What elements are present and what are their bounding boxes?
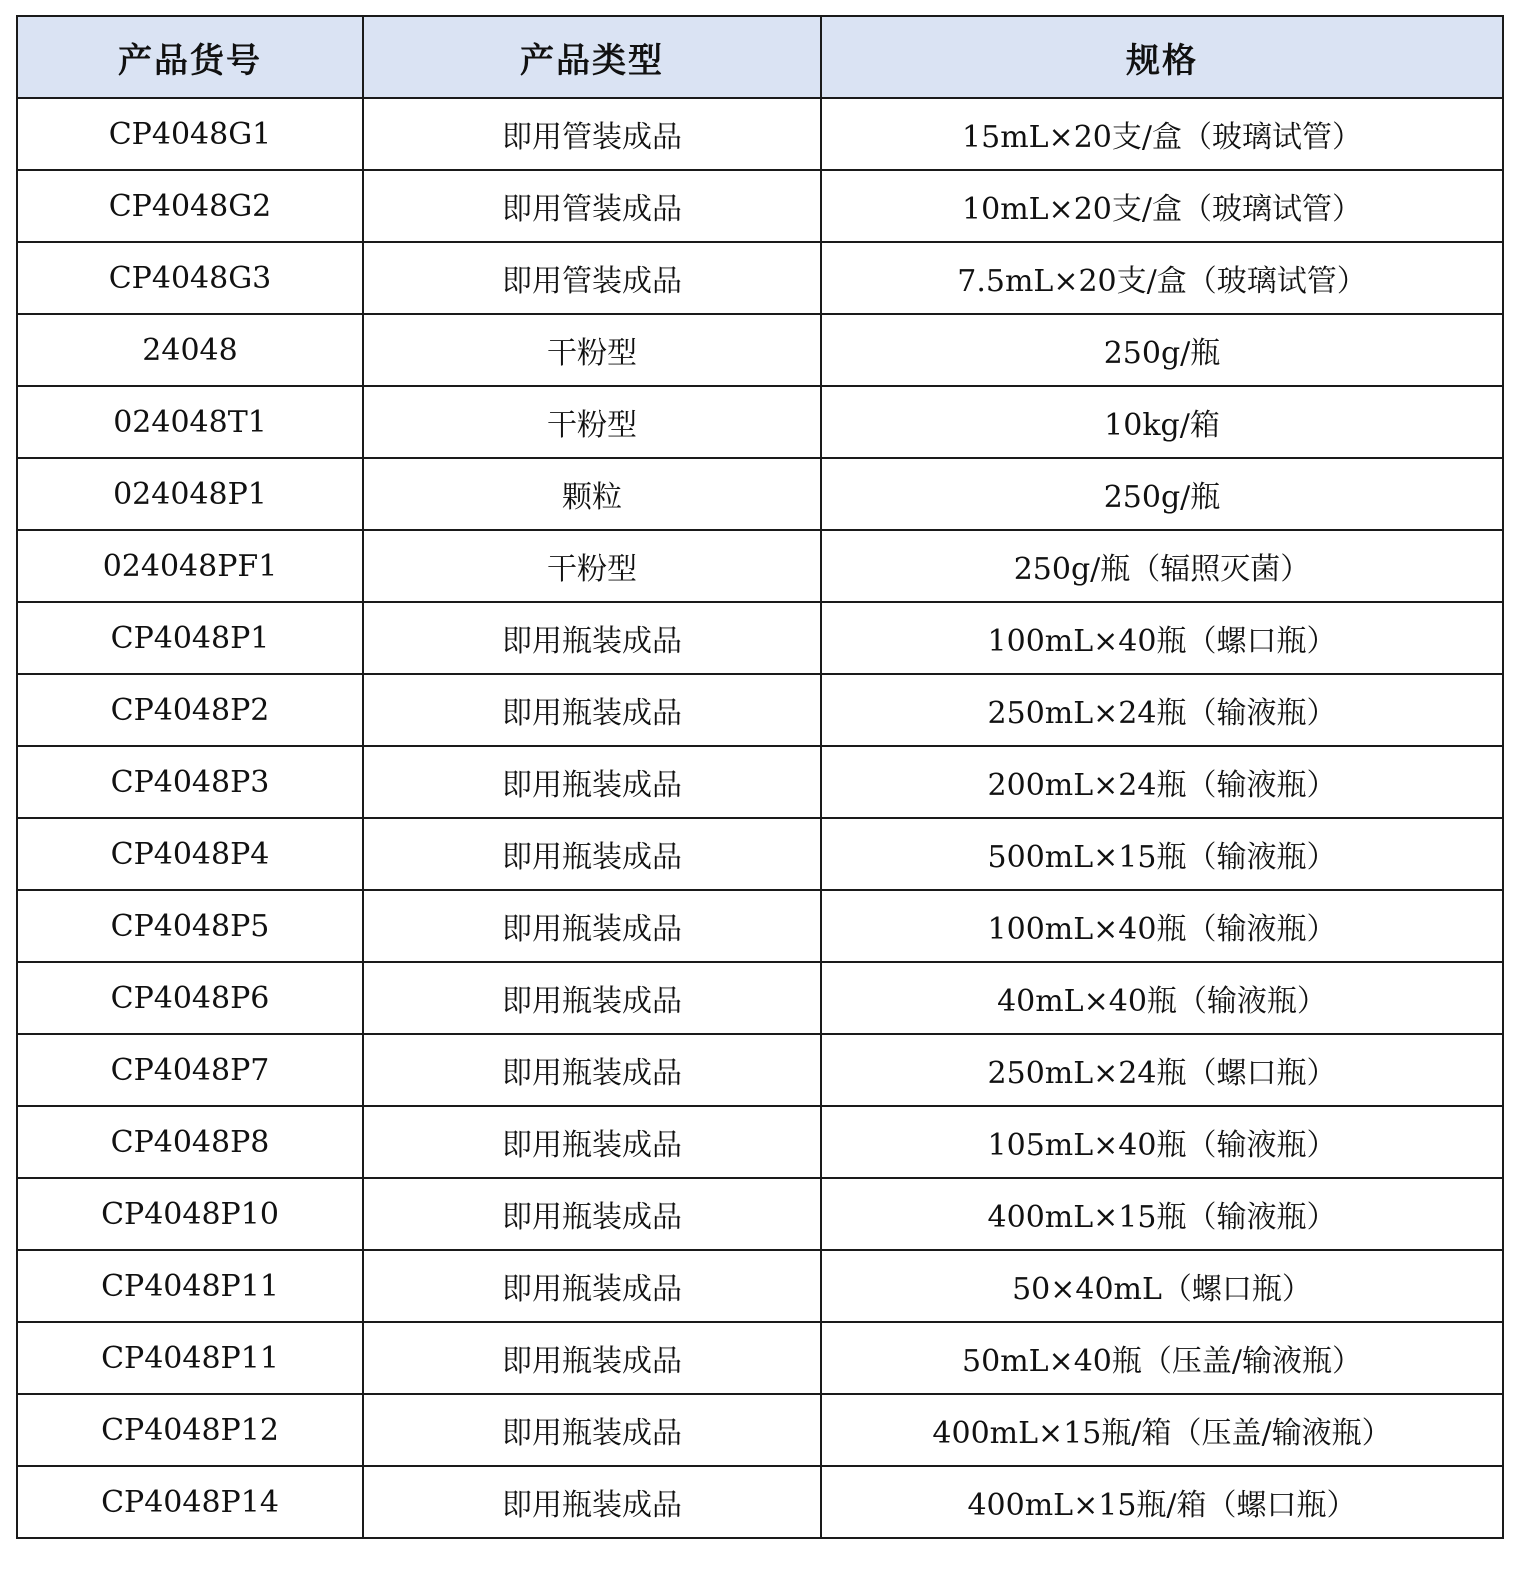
table-row [17, 1466, 1503, 1538]
table-row [17, 98, 1503, 170]
cell-product-type: 即用瓶装成品 [363, 602, 821, 674]
cell-product-type: 即用瓶装成品 [363, 818, 821, 890]
cell-product-code: CP4048P3 [17, 746, 363, 818]
cell-product-type: 即用管装成品 [363, 242, 821, 314]
header-specification: 规格 [821, 16, 1503, 98]
cell-product-code: CP4048G1 [17, 98, 363, 170]
cell-specification: 15mL×20支/盒（玻璃试管） [821, 98, 1503, 170]
cell-product-code: CP4048P12 [17, 1394, 363, 1466]
table-row [17, 242, 1503, 314]
table-row [17, 1106, 1503, 1178]
cell-product-code: CP4048G3 [17, 242, 363, 314]
cell-specification: 50×40mL（螺口瓶） [821, 1250, 1503, 1322]
table-row [17, 602, 1503, 674]
table-row [17, 818, 1503, 890]
cell-product-code: 024048PF1 [17, 530, 363, 602]
table-row [17, 170, 1503, 242]
cell-product-code: 24048 [17, 314, 363, 386]
cell-specification: 250g/瓶 [821, 458, 1503, 530]
table-row [17, 1322, 1503, 1394]
cell-product-code: CP4048P10 [17, 1178, 363, 1250]
cell-product-code: CP4048P7 [17, 1034, 363, 1106]
cell-product-type: 颗粒 [363, 458, 821, 530]
cell-product-type: 即用瓶装成品 [363, 1466, 821, 1538]
cell-product-type: 即用瓶装成品 [363, 674, 821, 746]
cell-product-code: CP4048P5 [17, 890, 363, 962]
table-row [17, 746, 1503, 818]
cell-specification: 105mL×40瓶（输液瓶） [821, 1106, 1503, 1178]
cell-product-code: CP4048G2 [17, 170, 363, 242]
cell-specification: 200mL×24瓶（输液瓶） [821, 746, 1503, 818]
cell-product-type: 即用瓶装成品 [363, 1322, 821, 1394]
cell-product-code: 024048T1 [17, 386, 363, 458]
cell-product-type: 即用瓶装成品 [363, 1250, 821, 1322]
table-row [17, 1178, 1503, 1250]
cell-specification: 400mL×15瓶（输液瓶） [821, 1178, 1503, 1250]
cell-specification: 250mL×24瓶（螺口瓶） [821, 1034, 1503, 1106]
cell-specification: 7.5mL×20支/盒（玻璃试管） [821, 242, 1503, 314]
cell-product-code: 024048P1 [17, 458, 363, 530]
cell-product-type: 即用瓶装成品 [363, 1178, 821, 1250]
header-product-type: 产品类型 [363, 16, 821, 98]
product-spec-table [16, 15, 1504, 1539]
table-row [17, 386, 1503, 458]
cell-specification: 500mL×15瓶（输液瓶） [821, 818, 1503, 890]
header-row [17, 16, 1503, 98]
cell-product-type: 干粉型 [363, 386, 821, 458]
table-row [17, 530, 1503, 602]
cell-specification: 100mL×40瓶（输液瓶） [821, 890, 1503, 962]
cell-product-code: CP4048P8 [17, 1106, 363, 1178]
cell-product-type: 即用瓶装成品 [363, 890, 821, 962]
cell-specification: 40mL×40瓶（输液瓶） [821, 962, 1503, 1034]
cell-product-code: CP4048P6 [17, 962, 363, 1034]
cell-product-type: 即用瓶装成品 [363, 1034, 821, 1106]
cell-specification: 250g/瓶 [821, 314, 1503, 386]
cell-product-type: 干粉型 [363, 530, 821, 602]
cell-product-type: 即用瓶装成品 [363, 1394, 821, 1466]
cell-specification: 50mL×40瓶（压盖/输液瓶） [821, 1322, 1503, 1394]
cell-specification: 10mL×20支/盒（玻璃试管） [821, 170, 1503, 242]
table-row [17, 674, 1503, 746]
cell-product-code: CP4048P1 [17, 602, 363, 674]
header-product-code: 产品货号 [17, 16, 363, 98]
cell-product-type: 干粉型 [363, 314, 821, 386]
table-row [17, 1394, 1503, 1466]
cell-specification: 400mL×15瓶/箱（螺口瓶） [821, 1466, 1503, 1538]
cell-product-code: CP4048P14 [17, 1466, 363, 1538]
table-row [17, 458, 1503, 530]
table-row [17, 962, 1503, 1034]
cell-specification: 400mL×15瓶/箱（压盖/输液瓶） [821, 1394, 1503, 1466]
cell-product-type: 即用瓶装成品 [363, 746, 821, 818]
cell-product-type: 即用管装成品 [363, 98, 821, 170]
cell-specification: 100mL×40瓶（螺口瓶） [821, 602, 1503, 674]
cell-product-code: CP4048P2 [17, 674, 363, 746]
table-header [17, 16, 1503, 98]
cell-product-type: 即用管装成品 [363, 170, 821, 242]
cell-product-code: CP4048P11 [17, 1250, 363, 1322]
table-row [17, 314, 1503, 386]
cell-product-code: CP4048P11 [17, 1322, 363, 1394]
table-row [17, 890, 1503, 962]
cell-product-type: 即用瓶装成品 [363, 1106, 821, 1178]
cell-specification: 250mL×24瓶（输液瓶） [821, 674, 1503, 746]
table-row [17, 1250, 1503, 1322]
cell-product-type: 即用瓶装成品 [363, 962, 821, 1034]
cell-product-code: CP4048P4 [17, 818, 363, 890]
cell-specification: 250g/瓶（辐照灭菌） [821, 530, 1503, 602]
cell-specification: 10kg/箱 [821, 386, 1503, 458]
table-row [17, 1034, 1503, 1106]
table-body [17, 98, 1503, 1538]
